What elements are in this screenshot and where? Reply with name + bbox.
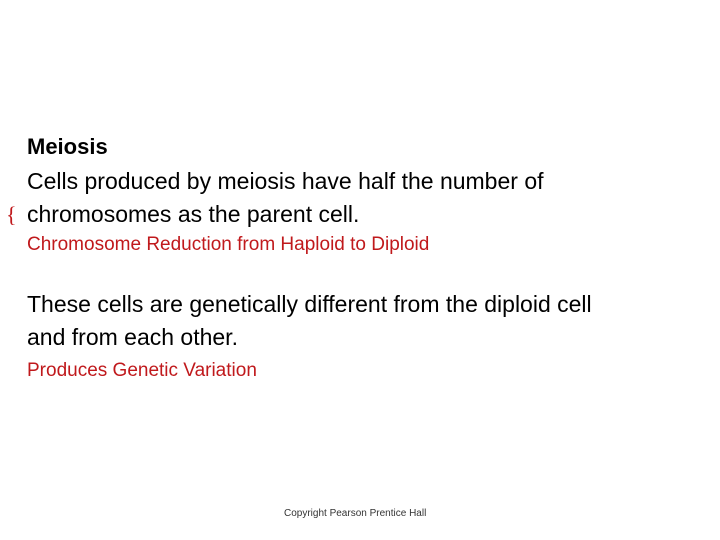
brace-marker: {: [6, 202, 17, 227]
variation-line-1: These cells are genetically different from the diploid cell: [27, 291, 592, 317]
statement-line-1: Cells produced by meiosis have half the number of: [27, 168, 544, 194]
slide-title: Meiosis: [27, 134, 108, 159]
variation-line-2: and from each other.: [27, 324, 238, 350]
statement-line-2: chromosomes as the parent cell.: [27, 201, 360, 227]
note-genetic-variation: Produces Genetic Variation: [27, 360, 257, 381]
note-chromosome-reduction: Chromosome Reduction from Haploid to Diploid: [27, 234, 430, 255]
copyright-footer: Copyright Pearson Prentice Hall: [284, 508, 427, 519]
